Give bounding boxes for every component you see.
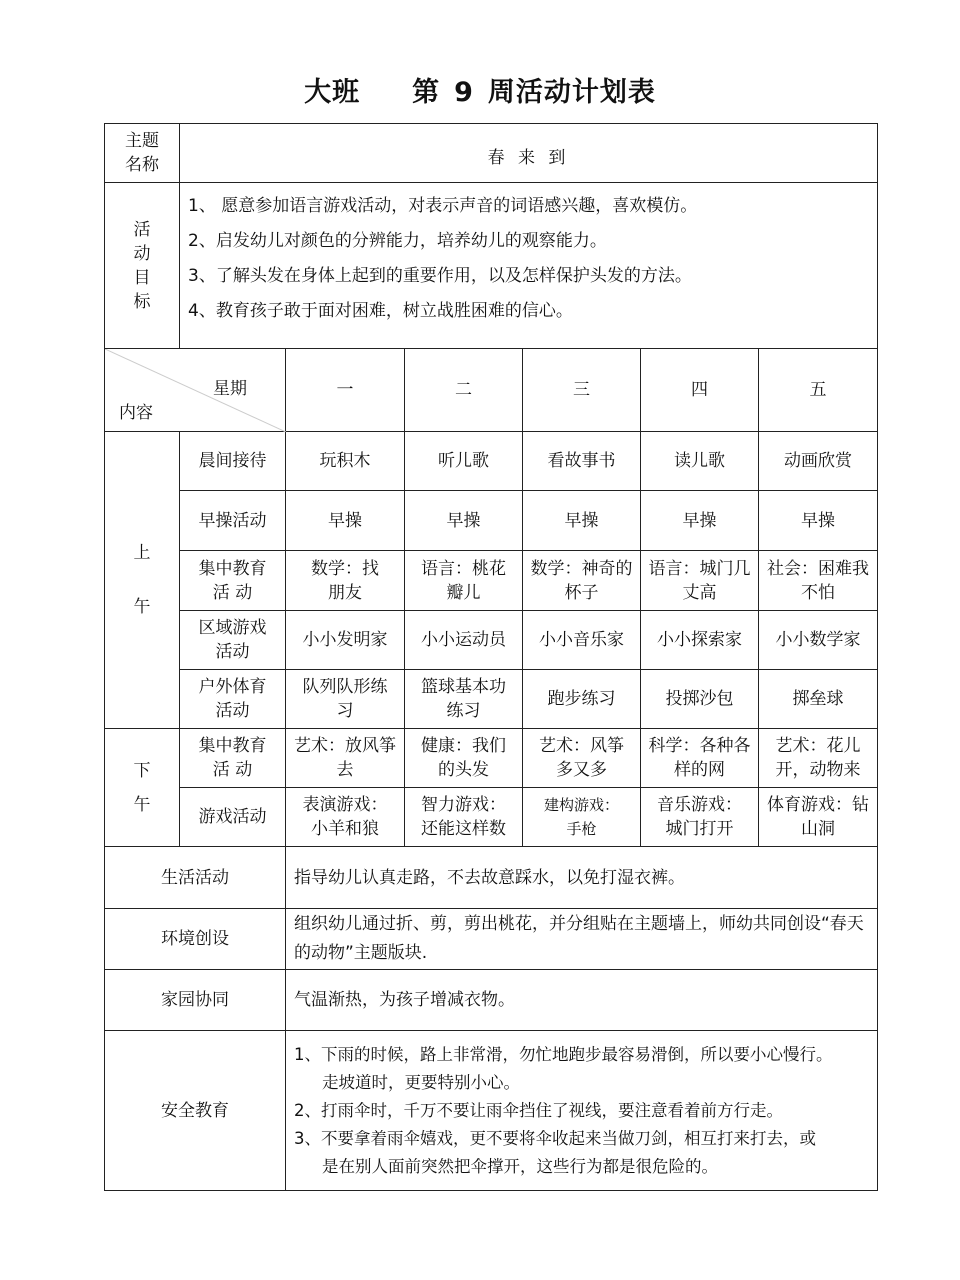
activity-name: 游戏活动 [180, 788, 286, 847]
weekday-label: 星期 [213, 379, 247, 399]
goal-item: 4、教育孩子敢于面对困难，树立战胜困难的信心。 [188, 301, 573, 321]
activity-name: 户外体育活动 [180, 670, 286, 729]
week-suffix: 周活动计划表 [487, 77, 656, 108]
life-row [105, 847, 878, 909]
activity-cell: 数学：神奇的杯子 [523, 551, 641, 611]
goal-item: 1、 愿意参加语言游戏活动，对表示声音的词语感兴趣，喜欢模仿。 [188, 196, 698, 216]
activity-cell: 艺术：放风筝去 [286, 729, 405, 788]
activity-cell: 投掷沙包 [641, 670, 759, 729]
safety-item-continued: 是在别人面前突然把伞撑开，这些行为都是很危险的。 [322, 1156, 718, 1176]
activity-name: 区域游戏活动 [180, 611, 286, 670]
activity-cell: 早操 [405, 491, 523, 551]
activity-cell: 早操 [523, 491, 641, 551]
activity-cell: 科学：各种各样的网 [641, 729, 759, 788]
safety-row [105, 1031, 878, 1191]
table-row [105, 729, 878, 788]
activity-cell: 早操 [286, 491, 405, 551]
activity-cell: 建构游戏：手枪 [523, 788, 641, 847]
activity-cell: 小小音乐家 [523, 611, 641, 670]
header-row [105, 349, 878, 432]
activity-name: 早操活动 [180, 491, 286, 551]
activity-cell: 艺术：花儿开，动物来 [759, 729, 878, 788]
table-row [105, 491, 878, 551]
activity-cell: 体育游戏：钻山洞 [759, 788, 878, 847]
activity-cell: 读儿歌 [641, 432, 759, 491]
goal-item: 3、了解头发在身体上起到的重要作用，以及怎样保护头发的方法。 [188, 266, 692, 286]
week-prefix: 第 [412, 77, 441, 108]
activity-name: 晨间接待 [180, 432, 286, 491]
home-label: 家园协同 [105, 970, 286, 1031]
goals-list [180, 183, 878, 349]
safety-label: 安全教育 [105, 1031, 286, 1191]
table-row [105, 432, 878, 491]
afternoon-label: 下 午 [105, 729, 180, 847]
safety-item: 2、打雨伞时，千万不要让雨伞挡住了视线，要注意看着前方行走。 [294, 1100, 783, 1120]
activity-cell: 小小运动员 [405, 611, 523, 670]
day-header: 三 [523, 349, 641, 432]
safety-item-continued: 走坡道时，更要特别小心。 [322, 1072, 520, 1092]
activity-cell: 跑步练习 [523, 670, 641, 729]
environment-row [105, 909, 878, 970]
theme-row [105, 124, 878, 183]
day-header: 二 [405, 349, 523, 432]
life-value: 指导幼儿认真走路，不去故意踩水，以免打湿衣裤。 [286, 847, 878, 909]
environment-label: 环境创设 [105, 909, 286, 970]
activity-cell: 智力游戏：还能这样数 [405, 788, 523, 847]
activity-cell: 早操 [641, 491, 759, 551]
safety-item: 1、下雨的时候，路上非常滑，勿忙地跑步最容易滑倒，所以要小心慢行。 [294, 1044, 833, 1064]
home-row [105, 970, 878, 1031]
theme-label: 主题名称 [105, 124, 180, 183]
table-row [105, 788, 878, 847]
activity-cell: 语言：桃花瓣儿 [405, 551, 523, 611]
weekly-plan-table [104, 123, 878, 1191]
activity-cell: 队列队形练习 [286, 670, 405, 729]
environment-value: 组织幼儿通过折、剪，剪出桃花，并分组贴在主题墙上，师幼共同创设“春天的动物”主题版块. [286, 909, 878, 970]
activity-name: 集中教育活 动 [180, 551, 286, 611]
activity-cell: 玩积木 [286, 432, 405, 491]
activity-cell: 社会：困难我不怕 [759, 551, 878, 611]
activity-cell: 小小数学家 [759, 611, 878, 670]
activity-cell: 健康：我们的头发 [405, 729, 523, 788]
activity-cell: 小小发明家 [286, 611, 405, 670]
header-corner [105, 349, 286, 432]
activity-cell: 表演游戏：小羊和狼 [286, 788, 405, 847]
day-header: 四 [641, 349, 759, 432]
safety-item: 3、不要拿着雨伞嬉戏，更不要将伞收起来当做刀剑，相互打来打去，或 [294, 1128, 816, 1148]
activity-cell: 篮球基本功练习 [405, 670, 523, 729]
activity-cell: 艺术：风筝多又多 [523, 729, 641, 788]
table-row [105, 670, 878, 729]
day-header: 一 [286, 349, 405, 432]
activity-cell: 小小探索家 [641, 611, 759, 670]
activity-cell: 看故事书 [523, 432, 641, 491]
morning-label: 上 午 [105, 432, 180, 729]
activity-cell: 动画欣赏 [759, 432, 878, 491]
class-name: 大班 [304, 77, 361, 108]
table-row [105, 611, 878, 670]
content-label: 内容 [119, 403, 153, 423]
theme-value: 春 来 到 [180, 124, 878, 183]
safety-content [286, 1031, 878, 1191]
week-number: 9 [454, 77, 474, 108]
activity-cell: 音乐游戏：城门打开 [641, 788, 759, 847]
life-label: 生活活动 [105, 847, 286, 909]
day-header: 五 [759, 349, 878, 432]
activity-cell: 语言：城门几丈高 [641, 551, 759, 611]
activity-cell: 早操 [759, 491, 878, 551]
activity-cell: 听儿歌 [405, 432, 523, 491]
goal-item: 2、启发幼儿对颜色的分辨能力，培养幼儿的观察能力。 [188, 231, 607, 251]
goals-row [105, 183, 878, 349]
activity-name: 集中教育活 动 [180, 729, 286, 788]
goals-label: 活 动 目 标 [105, 183, 180, 349]
page-title [0, 70, 960, 109]
home-value: 气温渐热，为孩子增减衣物。 [286, 970, 878, 1031]
table-row [105, 551, 878, 611]
activity-cell: 掷垒球 [759, 670, 878, 729]
activity-cell: 数学：找朋友 [286, 551, 405, 611]
